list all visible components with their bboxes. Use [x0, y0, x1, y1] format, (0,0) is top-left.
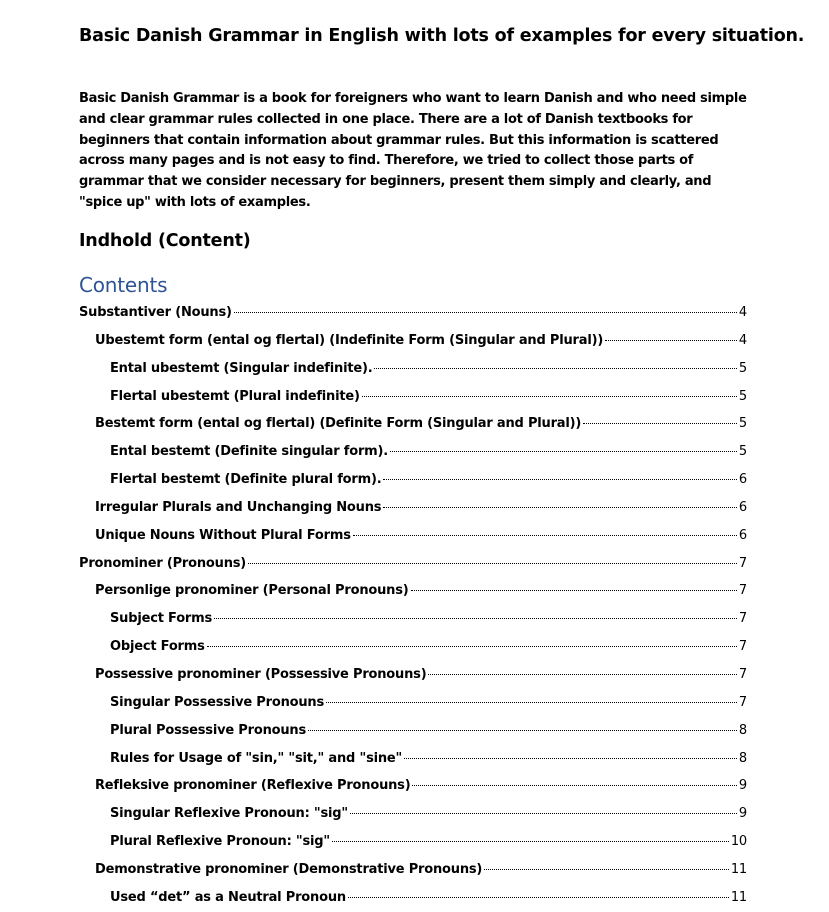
toc-entry-title: Irregular Plurals and Unchanging Nouns	[95, 499, 382, 515]
toc-heading: Contents	[79, 273, 168, 297]
toc-dot-leader	[234, 311, 737, 313]
toc-page-number: 5	[738, 360, 747, 376]
toc-entry[interactable]	[79, 550, 747, 578]
toc-page-number: 5	[738, 388, 747, 404]
toc-entry-title: Plural Possessive Pronouns	[110, 722, 307, 738]
toc-entry[interactable]	[79, 633, 747, 661]
toc-page-number: 8	[738, 750, 747, 766]
toc-page-number: 6	[738, 499, 747, 515]
toc-dot-leader	[390, 450, 737, 452]
toc-entry[interactable]	[79, 661, 747, 689]
toc-entry[interactable]	[79, 438, 747, 466]
toc-entry-title: Ubestemt form (ental og flertal) (Indefinite Form (Singular and Plural))	[95, 332, 604, 348]
toc-dot-leader	[353, 534, 737, 536]
toc-dot-leader	[348, 896, 729, 898]
toc-entry-title: Flertal bestemt (Definite plural form).	[110, 472, 382, 488]
toc-page-number: 4	[738, 305, 747, 320]
toc-page-number: 11	[730, 889, 747, 905]
toc-page-number: 9	[738, 806, 747, 822]
toc-entry[interactable]	[79, 689, 747, 717]
toc-page-number: 10	[730, 834, 747, 850]
toc-entry[interactable]	[79, 299, 747, 327]
toc-entry[interactable]	[79, 327, 747, 355]
toc-entry-title: Ental bestemt (Definite singular form).	[110, 444, 389, 460]
toc-page-number: 6	[738, 527, 747, 543]
toc-entry-title: Used “det” as a Neutral Pronoun	[110, 889, 346, 905]
toc-page-number: 7	[738, 694, 747, 710]
toc-entry[interactable]	[79, 494, 747, 522]
toc-dot-leader	[332, 840, 729, 842]
toc-page-number: 5	[738, 444, 747, 460]
toc-entry[interactable]	[79, 884, 747, 912]
toc-page-number: 8	[738, 722, 747, 738]
toc-entry[interactable]	[79, 577, 747, 605]
toc-entry[interactable]	[79, 856, 747, 884]
toc-page-number: 6	[738, 472, 747, 488]
toc-entry-title: Flertal ubestemt (Plural indefinite)	[110, 388, 360, 404]
toc-dot-leader	[308, 729, 737, 731]
toc-entry-title: Personlige pronominer (Personal Pronouns)	[95, 583, 409, 599]
toc-entry[interactable]	[79, 772, 747, 800]
toc-dot-leader	[383, 506, 737, 508]
toc-entry-title: Singular Reflexive Pronoun: "sig"	[110, 806, 348, 822]
toc-page-number: 4	[738, 332, 747, 348]
toc-page-number: 7	[738, 611, 747, 627]
toc-entry[interactable]	[79, 828, 747, 856]
toc-dot-leader	[214, 617, 737, 619]
document-title: Basic Danish Grammar in English with lots of examples for every situation.	[79, 26, 805, 46]
toc-page-number: 11	[730, 861, 747, 877]
toc-entry-title: Plural Reflexive Pronoun: "sig"	[110, 834, 330, 850]
toc-dot-leader	[374, 367, 736, 369]
toc-dot-leader	[207, 645, 737, 647]
toc-entry-title: Substantiver (Nouns)	[79, 305, 232, 320]
toc-dot-leader	[412, 784, 736, 786]
toc-dot-leader	[248, 562, 737, 564]
toc-dot-leader	[362, 395, 737, 397]
toc-page-number: 5	[738, 416, 747, 432]
toc-entry[interactable]	[79, 800, 747, 828]
toc-dot-leader	[411, 589, 737, 591]
toc-entry[interactable]	[79, 383, 747, 411]
toc-page-number: 7	[738, 583, 747, 599]
toc-page-number: 7	[738, 639, 747, 655]
toc-entry[interactable]	[79, 605, 747, 633]
toc-dot-leader	[404, 757, 737, 759]
toc-dot-leader	[605, 339, 737, 341]
toc-entry-title: Demonstrative pronominer (Demonstrative Pronouns)	[95, 861, 483, 877]
toc-entry[interactable]	[79, 410, 747, 438]
toc-entry-title: Unique Nouns Without Plural Forms	[95, 527, 351, 543]
toc-entry[interactable]	[79, 717, 747, 745]
toc-entry-title: Possessive pronominer (Possessive Pronouns)	[95, 666, 427, 682]
toc-entry-title: Object Forms	[110, 639, 205, 655]
toc-dot-leader	[350, 812, 737, 814]
toc-entry-title: Refleksive pronominer (Reflexive Pronouns)	[95, 778, 411, 794]
toc-dot-leader	[583, 422, 737, 424]
toc-dot-leader	[428, 673, 736, 675]
toc-entry[interactable]	[79, 355, 747, 383]
toc-entry-title: Subject Forms	[110, 611, 213, 627]
toc-dot-leader	[326, 701, 737, 703]
toc-entry[interactable]	[79, 466, 747, 494]
toc-entry[interactable]	[79, 745, 747, 773]
toc-entry-title: Ental ubestemt (Singular indefinite).	[110, 360, 373, 376]
toc-entry-title: Pronominer (Pronouns)	[79, 555, 247, 571]
toc-dot-leader	[484, 868, 729, 870]
toc-page-number: 7	[738, 555, 747, 571]
toc-page-number: 7	[738, 666, 747, 682]
toc-page-number: 9	[738, 778, 747, 794]
intro-paragraph: Basic Danish Grammar is a book for foreigners who want to learn Danish and who need simple and clear grammar rules collected in one place. There are a lot of Danish textbooks for beginners that contain information about grammar rules. But this information is scattered across many pages and is not easy to find. Therefore, we tried to collect those parts of grammar that we consider necessary for beginners, present them simply and clearly, and "spice up" with lots of examples.	[79, 91, 747, 210]
toc-entry-title: Bestemt form (ental og flertal) (Definite Form (Singular and Plural))	[95, 416, 582, 432]
toc-entry-title: Singular Possessive Pronouns	[110, 694, 325, 710]
table-of-contents	[79, 299, 747, 912]
section-heading: Indhold (Content)	[79, 231, 251, 251]
toc-dot-leader	[383, 478, 736, 480]
toc-entry[interactable]	[79, 522, 747, 550]
toc-entry-title: Rules for Usage of "sin," "sit," and "sine"	[110, 750, 403, 766]
